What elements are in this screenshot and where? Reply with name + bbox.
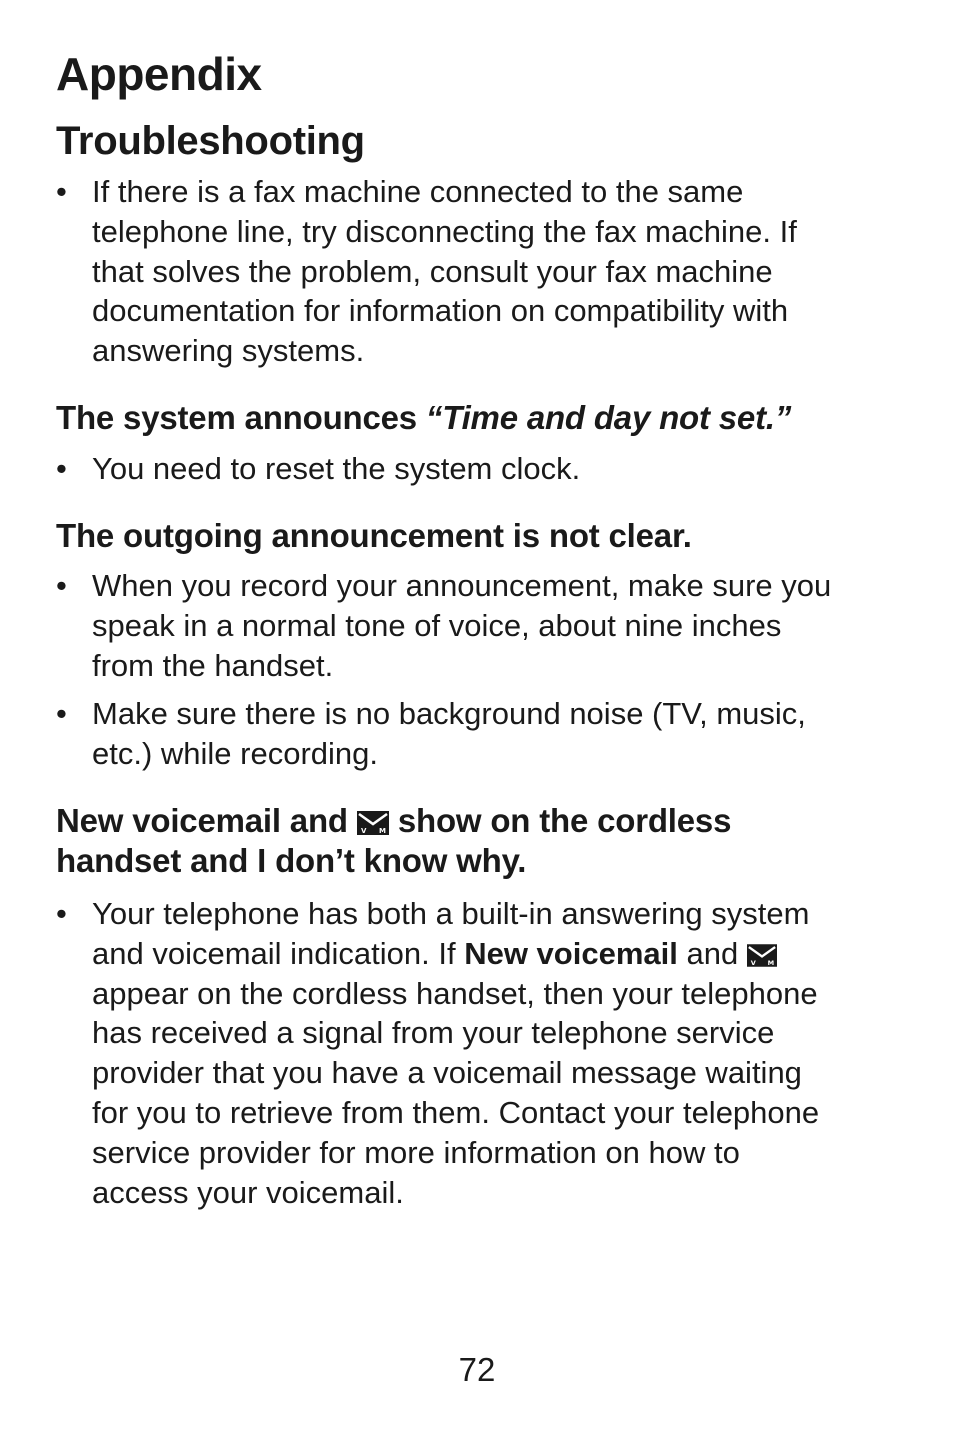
bullet-clock — [56, 449, 906, 489]
bullet-fax — [56, 172, 906, 371]
bullet-dot: • — [56, 174, 67, 209]
section-title: Troubleshooting — [56, 119, 365, 163]
bullet-text: If there is a fax machine connected to the same telephone line, try disconnecting the fax machine. If that solves the problem, consult your fax machine documentation for information on compatibility with answering systems. — [92, 174, 797, 369]
page-number: 72 — [458, 1351, 496, 1388]
bullet-noise — [56, 694, 906, 774]
voicemail-envelope-icon — [747, 944, 777, 967]
question-time-not-set: The system announces “Time and day not set.” — [56, 399, 792, 436]
bullet-dot: • — [56, 896, 67, 931]
page-heading: Appendix — [56, 48, 262, 100]
svg-text:V: V — [360, 827, 367, 835]
bullet-dot: • — [56, 451, 67, 486]
svg-text:V: V — [750, 958, 756, 967]
bullet-text: Make sure there is no background noise (TV, music, etc.) while recording. — [92, 696, 806, 771]
question-outgoing-announcement: The outgoing announcement is not clear. — [56, 517, 692, 554]
quoted-announcement: “Time and day not set.” — [425, 399, 792, 436]
question-new-voicemail: New voicemail and V M show on the cordless handset and I don’t know why. — [56, 802, 732, 879]
bullet-voicemail — [56, 894, 906, 1212]
bullet-text: Your telephone has both a built-in answering system and voicemail indication. If New voicemail and V M appear on the cordless handset, then your telephone has received a signal from your telephone service provider that you have a voicemail message waiting for you to retrieve from them. Contact your telephone service provider for more information on how to access your voicemail. — [92, 896, 820, 1210]
voicemail-envelope-icon — [357, 811, 389, 835]
bullet-record — [56, 566, 906, 685]
new-voicemail-term: New voicemail — [464, 935, 678, 971]
svg-text:M: M — [378, 827, 386, 835]
bullet-text: When you record your announcement, make sure you speak in a normal tone of voice, about nine inches from the handset. — [92, 568, 832, 683]
bullet-dot: • — [56, 568, 67, 603]
bullet-text: You need to reset the system clock. — [92, 451, 581, 486]
svg-text:M: M — [767, 958, 774, 967]
bullet-dot: • — [56, 696, 67, 731]
